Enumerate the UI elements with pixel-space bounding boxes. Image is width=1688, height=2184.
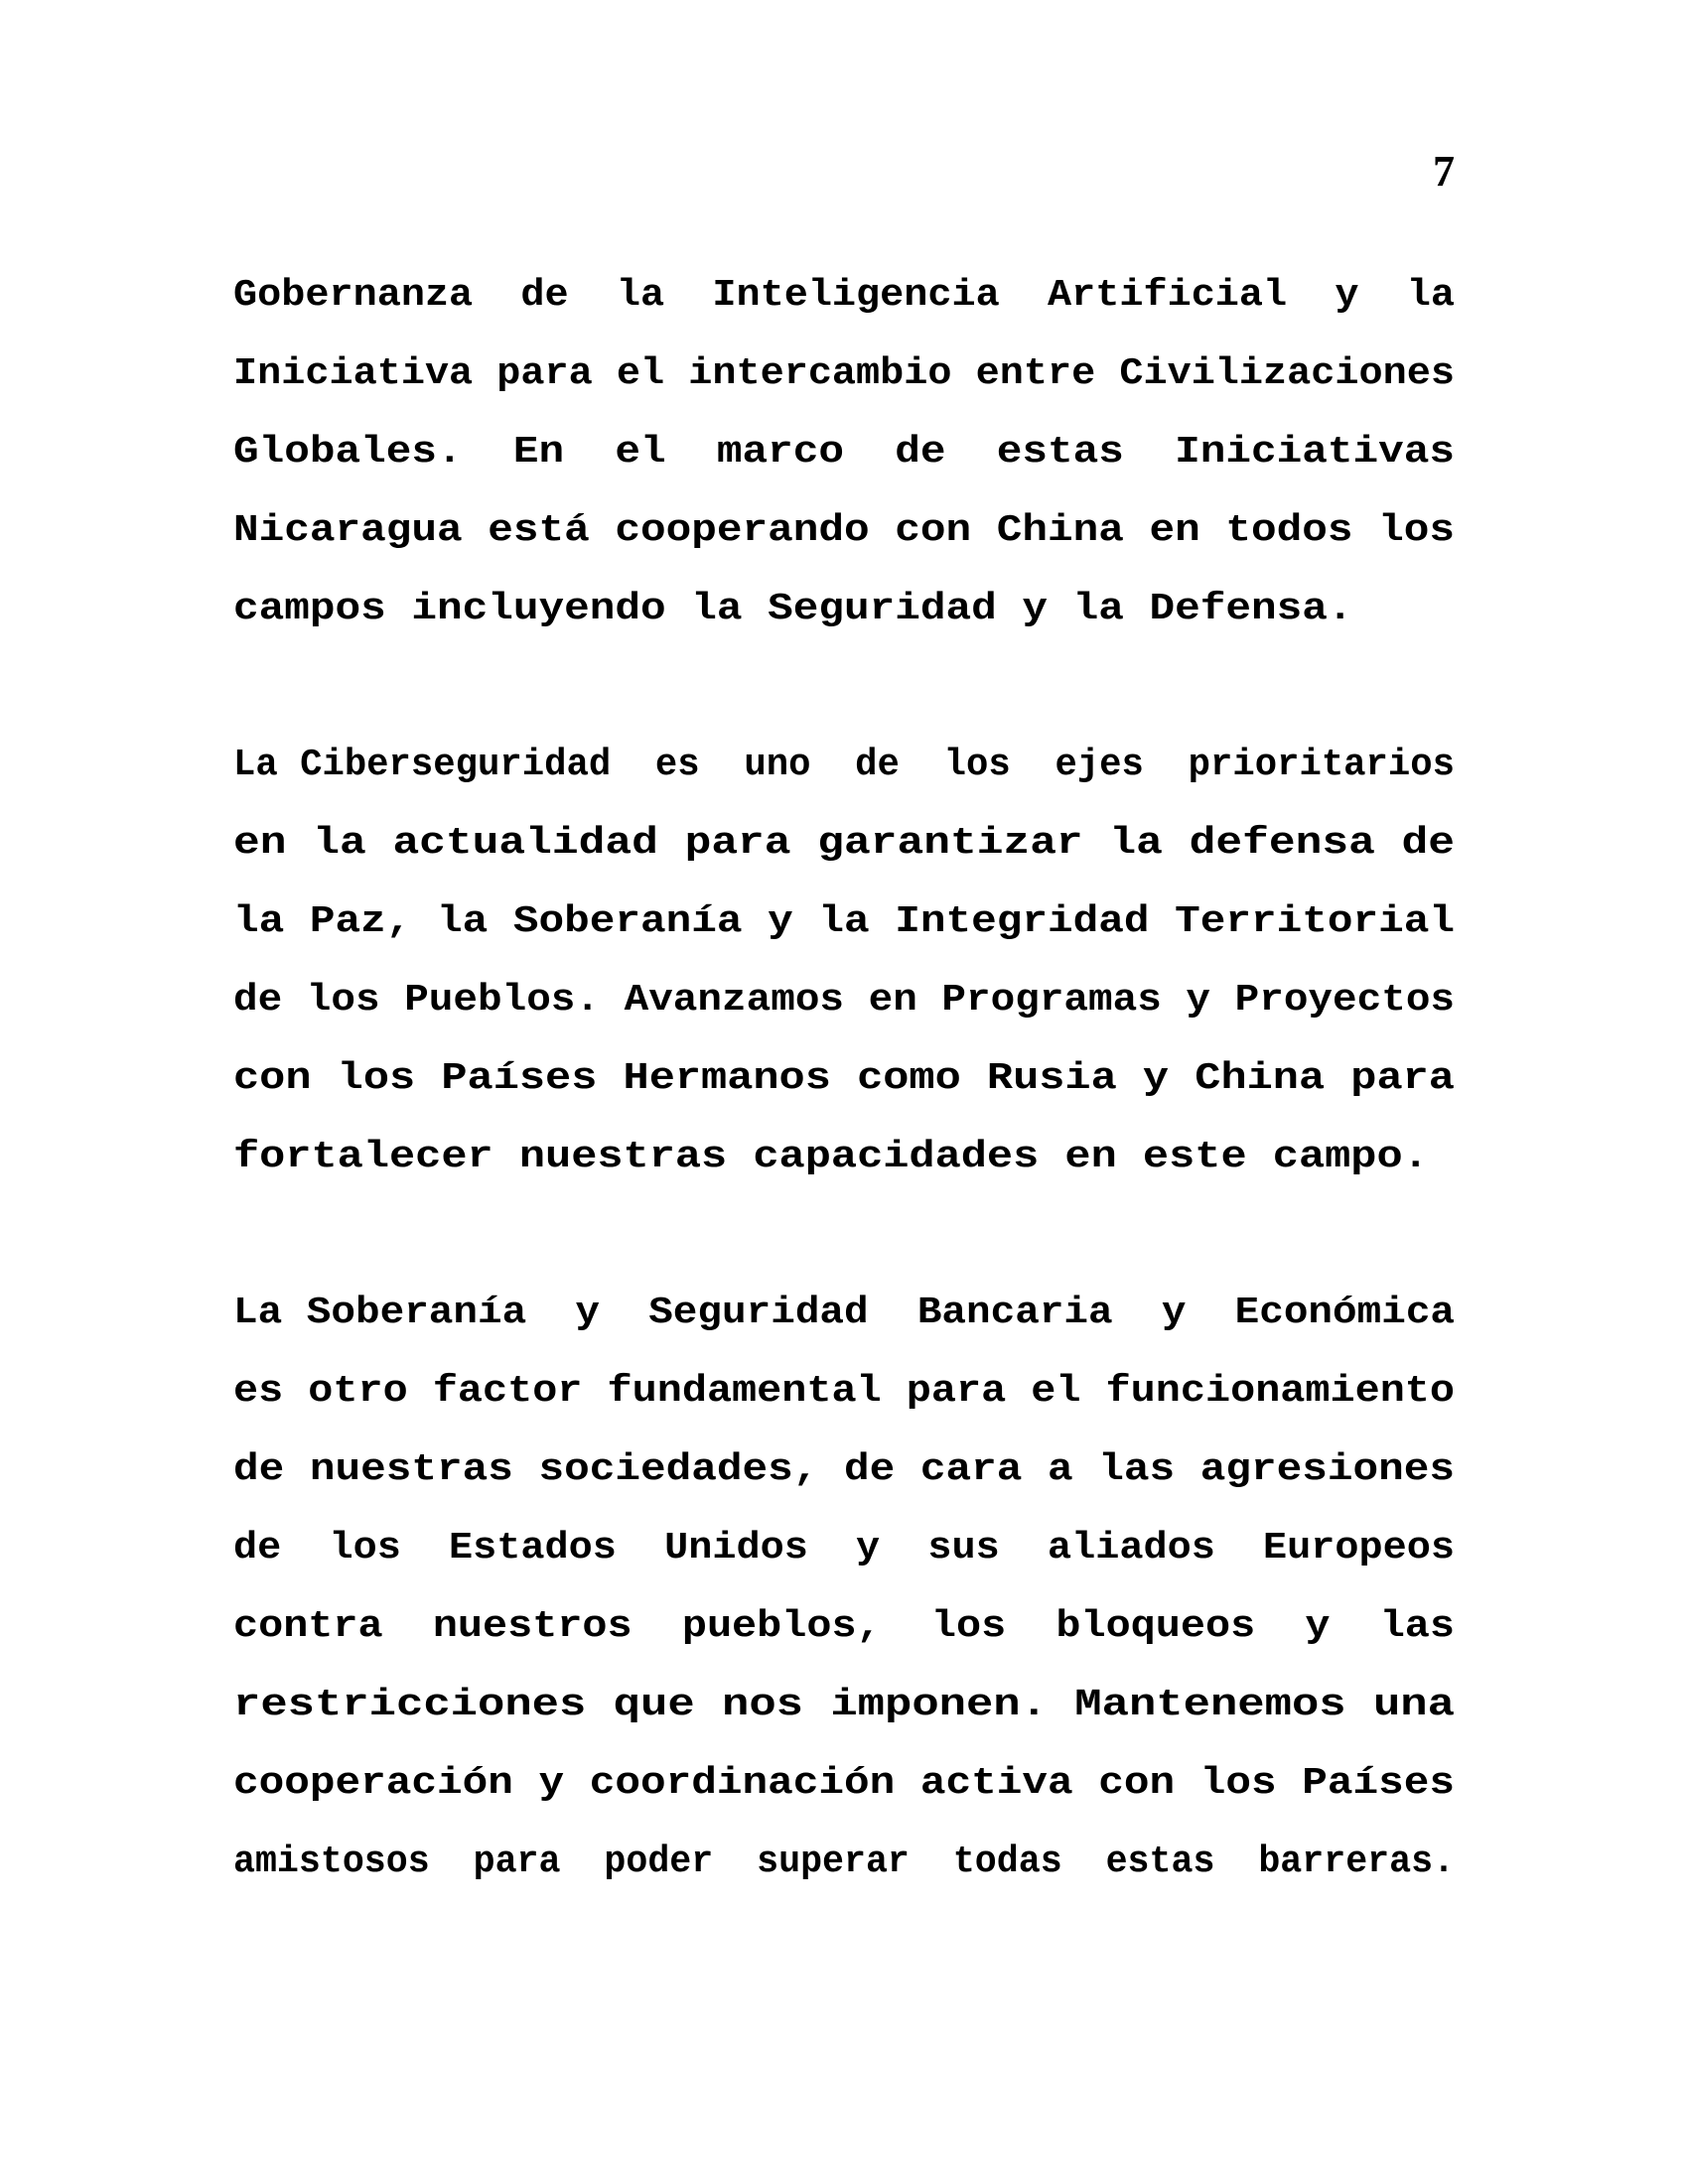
- text-line: [233, 1039, 1455, 1118]
- text-line: [233, 961, 1455, 1039]
- paragraph: [233, 1274, 1455, 1901]
- text-line: [233, 1509, 1455, 1587]
- text-line-content: amistosos para poder superar todas estas barreras.: [233, 1841, 1456, 1883]
- text-line: [233, 413, 1455, 491]
- text-line-content: es otro factor fundamental para el funcionamiento: [233, 1370, 1456, 1413]
- text-line: [233, 1587, 1455, 1666]
- text-line-content: La Soberanía y Seguridad Bancaria y Económica: [233, 1292, 1456, 1334]
- text-line-content: Globales. En el marco de estas Iniciativas: [233, 431, 1455, 474]
- text-line-content: con los Países Hermanos como Rusia y China para: [233, 1057, 1455, 1100]
- text-line-content: de nuestras sociedades, de cara a las agresiones: [233, 1448, 1455, 1491]
- text-line: [233, 256, 1455, 335]
- text-line-content: Gobernanza de la Inteligencia Artificial y la: [233, 274, 1455, 317]
- text-line: [233, 570, 1455, 648]
- text-line: [233, 804, 1455, 883]
- text-line: [233, 1431, 1455, 1509]
- paragraph: [233, 726, 1455, 1196]
- text-line-content: Iniciativa para el intercambio entre Civilizaciones: [233, 352, 1455, 395]
- paragraph: [233, 256, 1455, 648]
- text-line: [233, 1118, 1455, 1196]
- text-line-content: Nicaragua está cooperando con China en todos los: [233, 509, 1455, 552]
- text-line: [233, 1823, 1455, 1901]
- text-line: [233, 1666, 1455, 1744]
- text-line-content: fortalecer nuestras capacidades en este campo.: [233, 1136, 1429, 1178]
- document-body: [233, 256, 1455, 1901]
- text-line: [233, 491, 1455, 570]
- text-line-content: de los Estados Unidos y sus aliados Europeos: [233, 1527, 1455, 1570]
- text-line-content: restricciones que nos imponen. Mantenemos una: [233, 1684, 1455, 1726]
- page-number: 7: [1433, 147, 1455, 196]
- text-line-content: de los Pueblos. Avanzamos en Programas y Proyectos: [233, 979, 1456, 1022]
- text-line-content: campos incluyendo la Seguridad y la Defensa.: [233, 588, 1353, 630]
- text-line: [233, 1352, 1455, 1431]
- text-line-content: La Ciberseguridad es uno de los ejes prioritarios: [233, 744, 1456, 786]
- text-line: [233, 335, 1455, 413]
- text-line: [233, 726, 1455, 804]
- text-line-content: contra nuestros pueblos, los bloqueos y las: [233, 1605, 1456, 1648]
- text-line-content: la Paz, la Soberanía y la Integridad Territorial: [233, 900, 1455, 943]
- text-line-content: cooperación y coordinación activa con los Países: [233, 1762, 1455, 1805]
- text-line: [233, 1274, 1455, 1352]
- text-line: [233, 883, 1455, 961]
- text-line: [233, 1744, 1455, 1823]
- text-line-content: en la actualidad para garantizar la defensa de: [233, 822, 1456, 865]
